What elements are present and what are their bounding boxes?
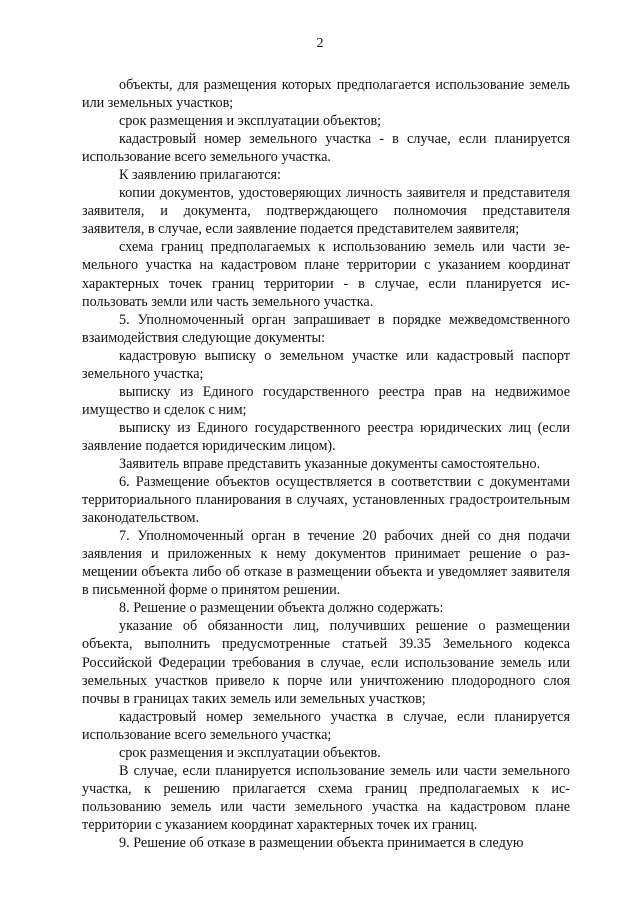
paragraph-15: указание об обязанности лиц, получивших решение о размещении объекта, выполнить предусмотренные статьей 39.35 Земельного кодекса Российской Федерации требования в случае, если использование земель или земельных участков привело к порче или уничтожению плодородного слоя почвы в границах таких земель или земельных участков; xyxy=(82,618,570,707)
paragraph-13: 7. Уполномоченный орган в течение 20 рабочих дней со дня подачи заявления и приложенных к нему документов принимает решение о размещении объекта либо об отказе в размещении объекта и уведомляет заявителя в письменной форме о принятом решении. xyxy=(82,528,570,599)
paragraph-1: объекты, для размещения которых предполагается использование земель или земельных участков; xyxy=(82,77,570,112)
paragraph-6: схема границ предполагаемых к использованию земель или части земельного участка на кадастровом плане территории с указанием координат характерных точек границ территории - в случае, если планируется использовать земли или часть земельного участка. xyxy=(82,239,570,310)
paragraph-14: 8. Решение о размещении объекта должно содержать: xyxy=(119,600,444,617)
paragraph-11: Заявитель вправе представить указанные документы самостоятельно. xyxy=(119,455,541,472)
paragraph-7: 5. Уполномоченный орган запрашивает в порядке межведомственного взаимодействия следующие документы: xyxy=(82,311,570,346)
paragraph-12: 6. Размещение объектов осуществляется в соответствии с документами территориального планирования в случаях, установленных градостроительным законодательством. xyxy=(82,474,570,527)
paragraph-9: выписку из Единого государственного реестра прав на недвижимое имущество и сделок с ним; xyxy=(82,383,570,418)
paragraph-10: выписку из Единого государственного реестра юридических лиц (если заявление подается юридическим лицом). xyxy=(82,419,570,454)
page-number: 2 xyxy=(316,36,324,51)
paragraph-16: кадастровый номер земельного участка в случае, если планируется использование всего земельного участка; xyxy=(82,708,570,743)
document-body xyxy=(82,76,570,852)
paragraph-2: срок размещения и эксплуатации объектов; xyxy=(119,113,382,130)
paragraph-4: К заявлению прилагаются: xyxy=(119,167,281,184)
paragraph-5: копии документов, удостоверяющих личность заявителя и представителя заявителя, и документа, подтверждающего полномочия представителя заявителя, в случае, если заявление подается представителем заявителя; xyxy=(82,185,570,238)
paragraph-19: 9. Решение об отказе в размещении объекта принимается в следую xyxy=(119,834,524,851)
paragraph-3: кадастровый номер земельного участка - в случае, если планируется использование всего земельного участка. xyxy=(82,131,570,166)
paragraph-18: В случае, если планируется использование земель или части земельного участка, к решению прилагается схема границ предполагаемых к использованию земель или части земельного участка на кадастровом плане территории с указанием координат характерных точек их границ. xyxy=(82,762,570,833)
paragraph-8: кадастровую выписку о земельном участке или кадастровый паспорт земельного участка; xyxy=(82,347,570,382)
paragraph-17: срок размещения и эксплуатации объектов. xyxy=(119,744,381,761)
